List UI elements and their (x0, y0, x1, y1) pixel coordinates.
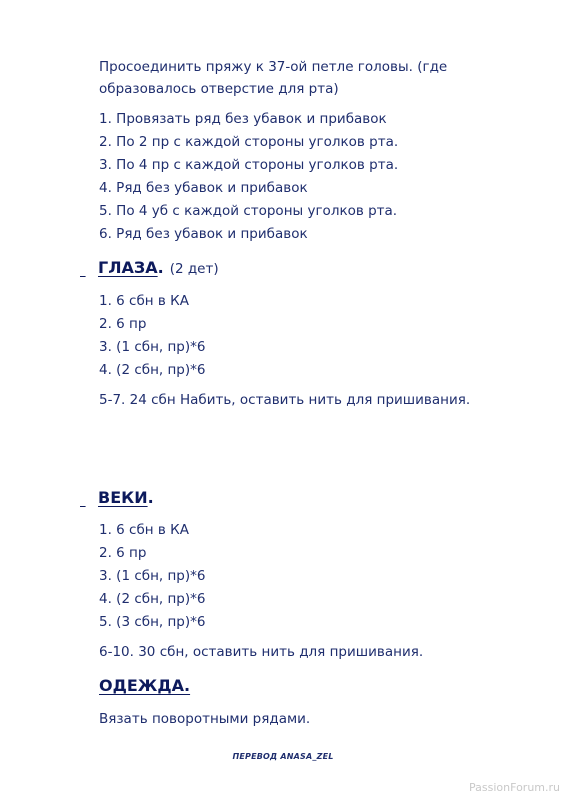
eyelids-row: 4. (2 сбн, пр)*6 (99, 591, 206, 607)
eyelids-punct: . (147, 488, 154, 507)
mouth-row: 5. По 4 уб с каждой стороны уголков рта. (99, 203, 398, 219)
mouth-row: 1. Провязать ряд без убавок и прибавок (99, 111, 387, 127)
eyes-row: 2. 6 пр (99, 316, 147, 332)
eyes-punct: . (157, 258, 164, 277)
intro-line-1: Просоединить пряжу к 37-ой петле головы. (где (99, 59, 448, 75)
clothing-text: Вязать поворотными рядами. (99, 711, 311, 727)
mouth-row: 6. Ряд без убавок и прибавок (99, 226, 308, 242)
heading-underline-lead (80, 488, 98, 508)
intro-line-2: образовалось отверстие для рта) (99, 81, 339, 97)
eyes-row: 3. (1 сбн, пр)*6 (99, 339, 206, 355)
eyelids-row: 5. (3 сбн, пр)*6 (99, 614, 206, 630)
eyes-final-row: 5-7. 24 сбн Набить, оставить нить для пришивания. (99, 392, 471, 408)
translator-credit: ПЕРЕВОД ANASA_ZEL (232, 752, 334, 761)
eyes-heading (80, 258, 219, 279)
eyelids-heading (80, 488, 154, 508)
eyes-row: 4. (2 сбн, пр)*6 (99, 362, 206, 378)
mouth-row: 4. Ряд без убавок и прибавок (99, 180, 308, 196)
eyes-title: ГЛАЗА (98, 258, 158, 277)
eyelids-title: ВЕКИ (98, 488, 148, 507)
heading-underline-lead (80, 258, 98, 278)
eyes-count: (2 дет) (169, 261, 219, 277)
clothing-title: ОДЕЖДА. (99, 676, 191, 695)
eyelids-final-row: 6-10. 30 сбн, оставить нить для пришивания. (99, 644, 424, 660)
eyes-row: 1. 6 сбн в КА (99, 293, 189, 309)
eyelids-row: 2. 6 пр (99, 545, 147, 561)
site-watermark: PassionForum.ru (469, 781, 560, 794)
clothing-heading (99, 676, 190, 696)
eyelids-row: 1. 6 сбн в КА (99, 522, 189, 538)
mouth-row: 3. По 4 пр с каждой стороны уголков рта. (99, 157, 399, 173)
mouth-row: 2. По 2 пр с каждой стороны уголков рта. (99, 134, 399, 150)
eyelids-row: 3. (1 сбн, пр)*6 (99, 568, 206, 584)
